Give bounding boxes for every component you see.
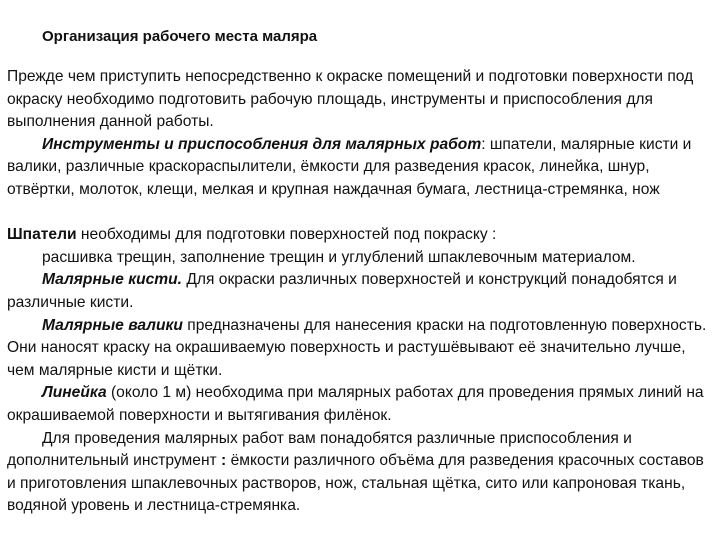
ruler-text: (около 1 м) необходима при малярных работах для проведения прямых линий на окрашиваемой поверхности и вытягивания филёнок.	[7, 384, 704, 424]
brushes-paragraph	[7, 269, 713, 314]
spatulas-text: необходимы для подготовки поверхностей под покраску :	[76, 226, 497, 244]
paragraph-spacer	[7, 202, 713, 225]
spatulas-paragraph	[7, 224, 713, 247]
tools-term: Инструменты и приспособления для малярных работ	[42, 135, 482, 153]
page-title: Организация рабочего места маляра	[42, 28, 318, 45]
ruler-term: Линейка	[42, 384, 107, 402]
brushes-term: Малярные кисти.	[42, 271, 183, 289]
rollers-term: Малярные валики	[42, 316, 183, 334]
document-body	[7, 66, 713, 518]
extra-tools-paragraph	[7, 428, 713, 518]
extra-colon: :	[216, 452, 227, 470]
rollers-paragraph	[7, 315, 713, 383]
spatulas-detail: расшивка трещин, заполнение трещин и углублений шпаклевочным материалом.	[42, 248, 636, 266]
spatulas-term: Шпатели	[7, 226, 77, 244]
ruler-paragraph	[7, 382, 713, 427]
tools-paragraph	[7, 134, 713, 202]
brushes-text: Для окраски различных поверхностей и конструкций понадобятся и различные кисти.	[7, 271, 677, 311]
extra-text-b: ёмкости различного объёма для разведения красочных составов и приготовления шпаклевочных растворов, нож, стальная щётка, сито или капроновая ткань, водяной уровень и лестница-стремянка.	[7, 452, 704, 515]
rollers-text: предназначены для нанесения краски на подготовленную поверхность. Они наносят краску на окрашиваемую поверхность и растушёвывают её значительно лучше, чем малярные кисти и щётки.	[7, 316, 707, 379]
tools-text: : шпатели, малярные кисти и валики, различные краскораспылители, ёмкости для разведения красок, линейка, шнур, отвёртки, молоток, клещи, мелкая и крупная наждачная бумага, лестница-стремянка, нож	[7, 135, 692, 198]
intro-paragraph: Прежде чем приступить непосредственно к окраске помещений и подготовки поверхности под окраску необходимо подготовить рабочую площадь, инструменты и приспособления для выполнения данной работы.	[7, 68, 694, 131]
extra-text-a: Для проведения малярных работ вам понадобятся различные приспособления и дополнительный инструмент	[7, 429, 632, 470]
